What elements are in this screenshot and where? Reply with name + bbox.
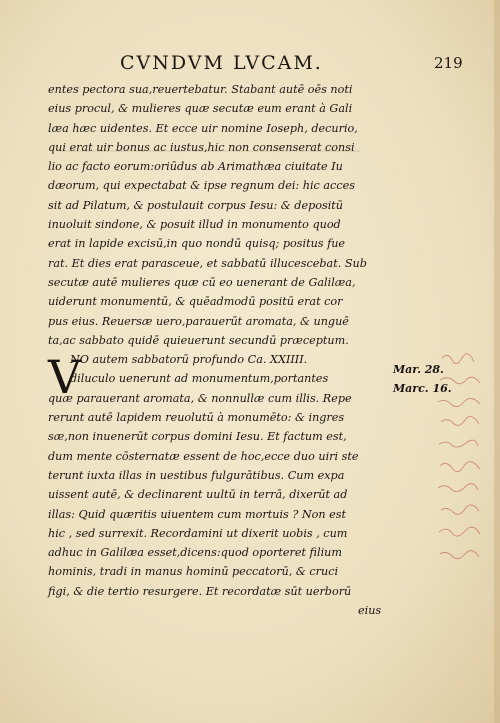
text-line: inuoluit sindone, & posuit illud in monumento quod xyxy=(48,218,341,232)
text-line: pus eius. Reuersæ uero,parauerūt aromata, & unguē xyxy=(48,314,349,328)
chapter-line: adhuc in Galilæa esset,dicens:quod oporteret filium xyxy=(48,546,342,560)
chapter-line: sæ,non inuenerūt corpus domini Iesu. Et factum est, xyxy=(48,430,347,444)
text-line: uiderunt monumentū, & quēadmodū positū erat cor xyxy=(48,295,343,309)
text-line: qui erat uir bonus ac iustus,hic non consenserat consi xyxy=(48,140,355,154)
text-line: dæorum, qui expectabat & ipse regnum dei: hic acces xyxy=(48,179,355,193)
chapter-line: uissent autē, & declinarent uultū in terrā, dixerūt ad xyxy=(48,488,348,502)
margin-ref: Mar. 28. xyxy=(393,363,444,376)
text-block xyxy=(48,80,388,620)
chapter-line: diluculo uenerunt ad monumentum,portantes xyxy=(70,372,329,386)
text-line: eius procul, & mulieres quæ secutæ eum erant à Gali xyxy=(48,102,353,116)
chapter-line: figi, & die tertio resurgere. Et recordatæ sūt uerborū xyxy=(48,584,352,598)
text-line: erat in lapide excisū,in quo nondū quisq; positus fue xyxy=(48,237,346,251)
handwritten-annotation xyxy=(438,350,498,583)
chapter-line: hic , sed surrexit. Recordamini ut dixerit uobis , cum xyxy=(48,526,348,540)
margin-ref: Marc. 16. xyxy=(393,382,452,395)
chapter-line: quæ parauerant aromata, & nonnullæ cum illis. Repe xyxy=(48,391,352,405)
text-line: læa hæc uidentes. Et ecce uir nomine Ioseph, decurio, xyxy=(48,121,358,135)
chapter-line: dum mente cōsternatæ essent de hoc,ecce duo uiri ste xyxy=(48,449,359,463)
chapter-line: hominis, tradi in manus hominū peccatorū, & cruci xyxy=(48,565,339,579)
text-line: rat. Et dies erat parasceue, et sabbatū illucescebat. Sub xyxy=(48,256,367,270)
running-title: CVNDVM LVCAM. xyxy=(120,52,323,74)
chapter-line: rerunt autē lapidem reuolutū à monumēto: & ingres xyxy=(48,411,345,425)
catchword: eius xyxy=(358,604,382,618)
text-line: secutæ autē mulieres quæ cū eo uenerant de Galilæa, xyxy=(48,275,356,289)
text-line: lio ac facto eorum:oriūdus ab Arimathæa ciuitate Iu xyxy=(48,160,343,174)
text-line: ta,ac sabbato quidē quieuerunt secundū præceptum. xyxy=(48,333,349,347)
chapter-line: illas: Quid quæritis uiuentem cum mortuis ? Non est xyxy=(48,507,347,521)
handwriting-scribble-icon xyxy=(438,350,498,580)
page-number: 219 xyxy=(434,54,463,72)
chapter-line: NO autem sabbatorū profundo Ca. XXIIII. xyxy=(70,353,308,367)
drop-capital: V xyxy=(48,350,82,404)
text-line: sit ad Pilatum, & postulauit corpus Iesu: & depositū xyxy=(48,198,344,212)
text-line: entes pectora sua,reuertebatur. Stabant autē oēs noti xyxy=(48,83,353,96)
chapter-line: terunt iuxta illas in uestibus fulgurātibus. Cum expa xyxy=(48,468,345,482)
